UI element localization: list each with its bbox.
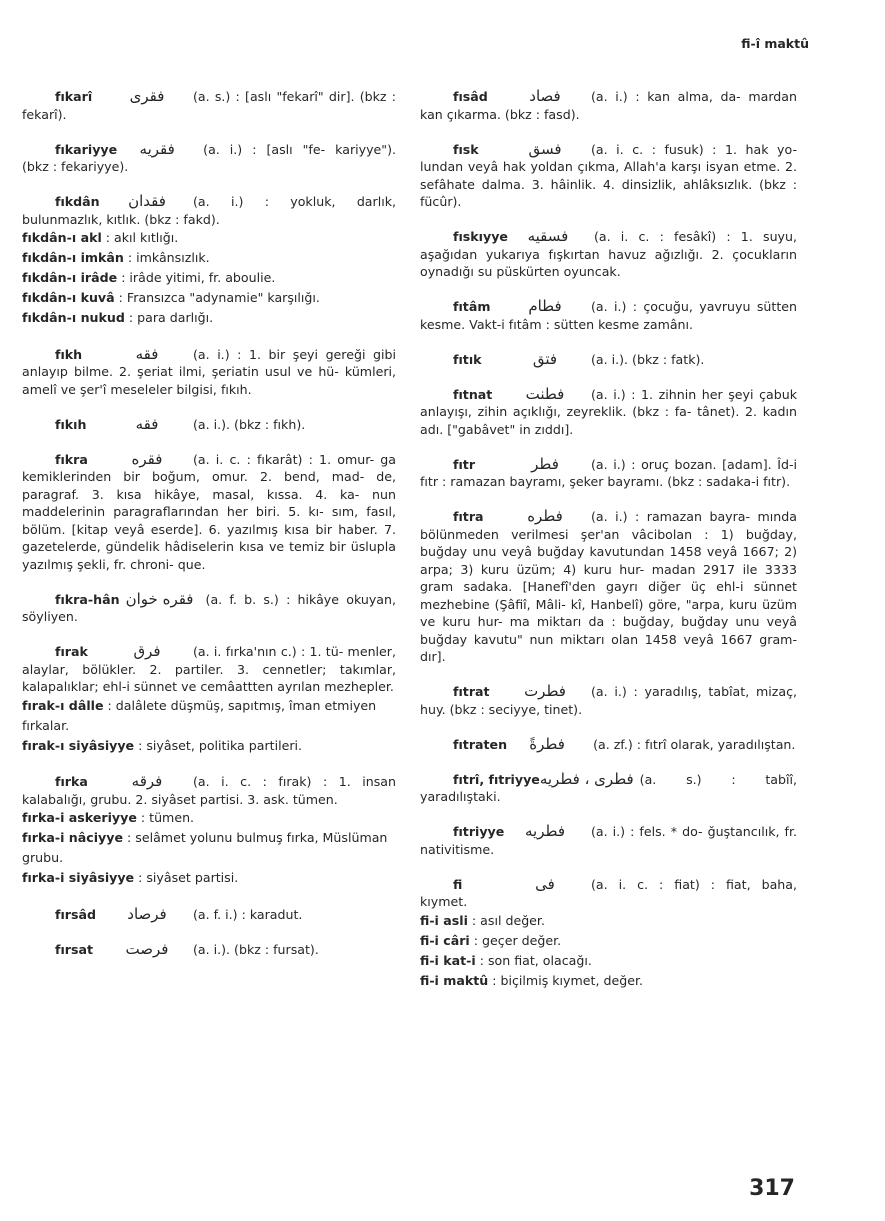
entry-definition: (a. i. fırka'nın c.) : 1. tü- menler, alaylar, bölükler. 2. partiler. 3. cennetler; takımlar, kalapalıklar; ehl-i sünnet ve cemâattten ayrılan mezhepler. bbox=[22, 644, 396, 694]
entry-definition: (a. i. c. : fesâkî) : 1. suyu, aşağıdan yukarıya fışkırtan havuz ağızlığı. 2. çocukların oynadığı su püskürten oyuncak. bbox=[420, 229, 797, 279]
entry-arabic-script: فطرت bbox=[524, 682, 566, 700]
entry-headword: fıtriyye bbox=[453, 824, 505, 839]
sub-entry bbox=[420, 951, 797, 971]
sub-entry-definition: : para darlığı. bbox=[128, 310, 214, 325]
entry-definition: (a. i.) : 1. zihnin her şeyi çabuk anlayışı, zihin açıklığı, zeyreklik. (bkz : fa- tânet). 2. kadın adı. ["gabâvet" in zıddı]. bbox=[420, 386, 797, 437]
dictionary-entry bbox=[22, 141, 396, 176]
sub-entry-headword: fıkdân-ı kuvâ bbox=[22, 290, 115, 305]
entry-headword: fıtra bbox=[453, 509, 484, 524]
sub-entry-headword: fi-i maktû bbox=[420, 972, 489, 988]
entry-headword: fısk bbox=[453, 141, 479, 157]
dictionary-entry bbox=[420, 736, 797, 754]
entry-definition: (a. i. c. : fiat) : fiat, baha, kıymet. bbox=[420, 876, 797, 909]
dictionary-entry bbox=[420, 508, 797, 666]
entry-headword: fi bbox=[453, 876, 463, 892]
entry-arabic-script: فصاد bbox=[529, 87, 561, 105]
sub-entry bbox=[22, 736, 396, 756]
dictionary-entry bbox=[420, 88, 797, 123]
sub-entry bbox=[22, 228, 396, 248]
entry-definition: (a. i. c. : fusuk) : 1. hak yo- lundan veyâ hak yoldan çıkma, Allah'a karşı isyan etme. 2. sefâhate dalma. 3. hâinlik. 4. dinsizlik, ahlâksızlık. (bkz : fücûr). bbox=[420, 141, 797, 209]
dictionary-entry bbox=[420, 141, 797, 211]
sub-entry bbox=[22, 808, 396, 828]
sub-entry-headword: fi-i kat-i bbox=[420, 952, 476, 968]
entry-arabic-script: فرصاد bbox=[127, 904, 167, 923]
entry-headword: fıtrat bbox=[453, 684, 490, 699]
entry-headword: fıkra-hân bbox=[55, 591, 120, 607]
dictionary-entry bbox=[22, 941, 396, 959]
sub-entry-headword: fıkdân-ı irâde bbox=[22, 270, 118, 285]
sub-entry-headword: fırka-i askeriyye bbox=[22, 810, 137, 825]
right-column bbox=[420, 88, 797, 1008]
sub-entry-definition: : Fransızca "adynamie" karşılığı. bbox=[118, 290, 320, 305]
sub-entry-headword: fırka-i siyâsiyye bbox=[22, 870, 135, 885]
sub-entry-definition: : dalâlete düşmüş, sapıtmış, îman etmiyen fırkalar. bbox=[22, 697, 377, 733]
entry-headword: fırsâd bbox=[55, 906, 97, 922]
entry-headword: fıkra bbox=[55, 451, 88, 467]
dictionary-entry bbox=[22, 451, 396, 574]
dictionary-entry bbox=[420, 351, 797, 369]
entry-arabic-script: فطره bbox=[527, 507, 563, 525]
entry-arabic-script: فقه bbox=[135, 344, 159, 363]
sub-entry-headword: fıkdân-ı nukud bbox=[22, 310, 125, 325]
entry-definition: (a. i. c. : fırak) : 1. insan kalabalığı, grubu. 2. siyâset partisi. 3. ask. tümen. bbox=[22, 774, 396, 807]
dictionary-entry bbox=[22, 643, 396, 756]
entry-definition: (a. i.) : yaradılış, tabîat, mizaç, huy. (bkz : seciyye, tinet). bbox=[420, 684, 797, 717]
entry-headword: fıtr bbox=[453, 456, 476, 472]
sub-entry-headword: fi-i asli bbox=[420, 912, 468, 928]
entry-arabic-script: فقه bbox=[135, 414, 159, 433]
entry-definition: (a. i. c. : fıkarât) : 1. omur- ga kemiklerinden bir boğum, omur. 2. bend, mad- de, paragraf. 3. kısa hikâye, masal, kıssa. 4. ka- nun maddelerinin paragraflarından her biri. 5. kı- sım, fasıl, bölüm. [kitap veyâ eserde]. 6. yazılmış kısa bir haber. 7. gazetelerde, gündelik hâdiselerin kısa ve temiz bir üslupla yazılmış şekli, fr. chroni- que. bbox=[22, 451, 396, 572]
page-number: 317 bbox=[749, 1176, 795, 1201]
dictionary-entry bbox=[420, 823, 797, 858]
sub-entry-definition: : son fiat, olacağı. bbox=[479, 952, 592, 968]
entry-arabic-script: فطر bbox=[531, 454, 559, 473]
entry-arabic-script: فسق bbox=[528, 139, 562, 158]
entry-arabic-script: فتق bbox=[532, 349, 558, 368]
dictionary-entry bbox=[420, 386, 797, 439]
entry-headword: fısâd bbox=[453, 89, 488, 104]
sub-entry-headword: fırka-i nâciyye bbox=[22, 830, 124, 845]
entry-arabic-script: فقريه bbox=[139, 139, 175, 158]
entry-definition: (a. i.) : ramazan bayra- mında bölünmeden verilmesi şer'an vâcibolan : 1) buğday, buğday unu veyâ buğday kavutundan 1458 veyâ 1667; 2) arpa; 3) kuru üzüm; 4) kuru hur- madan 2917 ile 3333 gram sadaka. [Hanefî'den gayrı diğer üç ehl-i sünnet mezhebine (Şâfiî, Mâli- kî, Hanbelî) göre, "arpa, kuru üzüm ve kuru hur- ma miktarı da : buğday, buğday unu veyâ buğday kavutu" nun miktarı olan 1458 veyâ 1667 gram- dır]. bbox=[420, 509, 797, 664]
entry-arabic-script: فطرى ، فطريه bbox=[539, 769, 634, 788]
running-header: fi-î maktû bbox=[741, 36, 809, 51]
entry-headword: fıkarî bbox=[55, 89, 93, 104]
entry-headword: fıtık bbox=[453, 351, 482, 367]
entry-headword: fıtraten bbox=[453, 736, 508, 752]
entry-arabic-script: فرق bbox=[133, 642, 161, 660]
sub-entry-headword: fıkdân-ı imkân bbox=[22, 250, 124, 265]
entry-arabic-script: فطنت bbox=[525, 384, 565, 403]
sub-entry-definition: : irâde yitimi, fr. aboulie. bbox=[121, 270, 276, 285]
entry-definition: (a. i.). (bkz : fatk). bbox=[591, 351, 705, 367]
entry-arabic-script: فرقه bbox=[131, 772, 163, 790]
dictionary-entry bbox=[420, 683, 797, 718]
entry-arabic-script: فرصت bbox=[125, 939, 169, 958]
entry-arabic-script: فطرةً bbox=[529, 734, 565, 753]
sub-entry bbox=[420, 971, 797, 991]
entry-headword: fırka bbox=[55, 774, 88, 789]
sub-entry-headword: fi-i câri bbox=[420, 932, 470, 948]
entry-definition: (a. f. i.) : karadut. bbox=[193, 906, 303, 922]
entry-headword: fıkh bbox=[55, 346, 83, 362]
entry-headword: fıskıyye bbox=[453, 229, 508, 244]
sub-entry-definition: : siyâset partisi. bbox=[138, 870, 239, 885]
entry-definition: (a. i.) : kan alma, da- mardan kan çıkarma. (bkz : fasd). bbox=[420, 89, 797, 122]
sub-entry-headword: fırak-ı siyâsiyye bbox=[22, 737, 135, 753]
dictionary-entry bbox=[22, 906, 396, 924]
entry-definition: (a. s.) : tabîî, yaradılıştaki. bbox=[420, 771, 797, 804]
entry-headword: fıtnat bbox=[453, 386, 493, 402]
entry-headword: fıkdân bbox=[55, 194, 100, 209]
left-column bbox=[22, 88, 396, 976]
entry-arabic-script: فسقيه bbox=[527, 227, 569, 245]
entry-arabic-script: فقرى bbox=[129, 87, 165, 105]
sub-entry bbox=[22, 288, 396, 308]
entry-definition: (a. f. b. s.) : hikâye okuyan, söyliyen. bbox=[22, 591, 396, 624]
sub-entry-definition: : selâmet yolunu bulmuş fırka, Müslüman grubu. bbox=[22, 830, 388, 865]
entry-definition: (a. i.) : yokluk, darlık, bulunmazlık, kıtlık. (bkz : fakd). bbox=[22, 194, 396, 227]
entry-headword: fırsat bbox=[55, 941, 94, 957]
entry-arabic-script: فى bbox=[535, 874, 555, 893]
sub-entry-definition: : asıl değer. bbox=[471, 912, 545, 928]
sub-entry-definition: : siyâset, politika partileri. bbox=[138, 737, 303, 753]
entry-definition: (a. i.). (bkz : fursat). bbox=[193, 941, 319, 957]
sub-entry-definition: : geçer değer. bbox=[473, 932, 562, 948]
sub-entry bbox=[22, 868, 396, 888]
entry-headword: fıtâm bbox=[453, 299, 491, 314]
entry-arabic-script: فطريه bbox=[525, 822, 565, 840]
entry-definition: (a. i.) : [aslı "fe- kariyye"). (bkz : fekariyye). bbox=[22, 141, 396, 174]
entry-headword: fıkıh bbox=[55, 416, 87, 432]
dictionary-entry bbox=[420, 771, 797, 806]
dictionary-entry bbox=[420, 298, 797, 333]
dictionary-entry bbox=[22, 346, 396, 399]
sub-entry bbox=[420, 931, 797, 951]
entry-arabic-script: فقره bbox=[131, 449, 163, 468]
entry-headword: fıkariyye bbox=[55, 141, 118, 157]
sub-entry-headword: fıkdân-ı akl bbox=[22, 230, 102, 245]
sub-entry bbox=[22, 696, 396, 736]
dictionary-entry bbox=[22, 416, 396, 434]
sub-entry-definition: : tümen. bbox=[140, 810, 195, 825]
sub-entry-definition: : imkânsızlık. bbox=[127, 250, 210, 265]
dictionary-entry bbox=[22, 591, 396, 626]
sub-entry-headword: fırak-ı dâlle bbox=[22, 697, 104, 713]
sub-entry bbox=[22, 308, 396, 328]
dictionary-entry bbox=[22, 193, 396, 328]
entry-definition: (a. i.) : oruç bozan. [adam]. Îd-i fıtr : ramazan bayramı, şeker bayramı. (bkz : sadaka-i fıtr). bbox=[420, 456, 797, 489]
entry-definition: (a. i.) : fels. * do- ğuştancılık, fr. nativitisme. bbox=[420, 824, 797, 857]
entry-arabic-script: فقره خوان bbox=[125, 589, 194, 608]
entry-definition: (a. i.) : 1. bir şeyi gereği gibi anlayıp bilme. 2. şeriat ilmi, şeriatin usul ve hü- kümleri, amelî ve şer'î meseleler bilgisi, fıkıh. bbox=[22, 346, 396, 397]
entry-definition: (a. s.) : [aslı "fekarî" dir]. (bkz : fekarî). bbox=[22, 89, 396, 122]
sub-entry-definition: : akıl kıtlığı. bbox=[105, 230, 179, 245]
entry-arabic-script: فطام bbox=[528, 297, 562, 315]
dictionary-entry bbox=[420, 876, 797, 991]
sub-entry bbox=[420, 911, 797, 931]
dictionary-entry bbox=[420, 228, 797, 281]
entry-headword: fırak bbox=[55, 644, 88, 659]
entry-headword: fıtrî, fıtriyye bbox=[453, 771, 540, 787]
dictionary-entry bbox=[22, 773, 396, 888]
sub-entry bbox=[22, 828, 396, 868]
entry-definition: (a. i.) : çocuğu, yavruyu sütten kesme. Vakt-i fıtâm : sütten kesme zamânı. bbox=[420, 299, 797, 332]
sub-entry bbox=[22, 248, 396, 268]
entry-definition: (a. zf.) : fıtrî olarak, yaradılıştan. bbox=[593, 736, 796, 752]
entry-arabic-script: فقدان bbox=[128, 192, 166, 210]
sub-entry-definition: : biçilmiş kıymet, değer. bbox=[492, 972, 643, 988]
entry-definition: (a. i.). (bkz : fıkh). bbox=[193, 416, 306, 432]
dictionary-entry bbox=[420, 456, 797, 491]
sub-entry bbox=[22, 268, 396, 288]
dictionary-entry bbox=[22, 88, 396, 123]
